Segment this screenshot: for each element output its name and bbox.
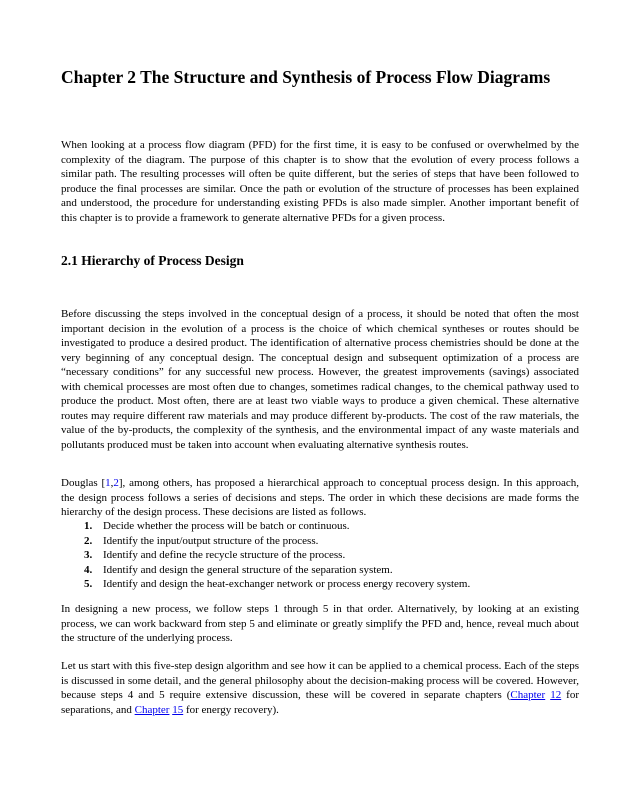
chapter-title: Chapter 2 The Structure and Synthesis of Process Flow Diagrams [61,67,551,87]
paragraph-douglas-hierarchy [61,476,579,520]
paragraph-text: Douglas [ [61,477,106,489]
list-item [61,519,579,534]
list-item-text: Identify and design the heat-exchanger network or process energy recovery system. [103,578,471,590]
list-item-number: 1. [84,520,93,532]
list-item [61,534,579,549]
list-item-text: Identify and define the recycle structure of the process. [103,549,346,561]
list-item-number: 5. [84,578,93,590]
chapter-12-number-link[interactable]: 12 [550,689,562,701]
chapter-12-word-link[interactable]: Chapter [510,689,546,701]
chapter-15-word-link[interactable]: Chapter [134,703,170,716]
paragraph-choice-of-route: Before discussing the steps involved in the conceptual design of a process, it should be noted that often the most important decision in the evolution of a process is the choice of which chemical syntheses or routes should be investigated to produce a desired product. The identification of alternative process chemistries should be done at the very beginning of any conceptual design. The conceptual design and subsequent optimization of a process are “necessary conditions” for any successful new process. However, the greatest improvements (savings) associated with chemical processes are most often due to changes, sometimes radical changes, to the chemical pathway used to produce the product. Most often, there are at least two viable ways to produce a given chemical. These alternative routes may require different raw materials and may produce different by-products. The cost of the raw materials, the value of the by-products, the complexity of the synthesis, and the environmental impact of any waste materials and pollutants produced must be taken into account when evaluating alternative synthesis routes. [61,308,579,451]
intro-paragraph: When looking at a process flow diagram (PFD) for the first time, it is easy to be confused or overwhelmed by the complexity of the diagram. The purpose of this chapter is to show that the evolution of every process follows a similar path. The resulting processes will often be quite different, but the series of steps that have been followed to produce the final processes are similar. Once the path or evolution of the structure of processes has been explained and understood, the procedure for understanding existing PFDs is also made simpler. Another important benefit of this chapter is to provide a framework to generate alternative PFDs for a given process. [61,139,579,224]
list-item-text: Identify and design the general structure of the separation system. [103,563,393,576]
citation-link-1[interactable]: 1 [105,477,111,489]
paragraph-five-step-algorithm [61,659,579,717]
paragraph-text: for separations, and [61,689,580,716]
paragraph-text: ], among others, has proposed a hierarchical approach to conceptual process design. In this approach, the design process follows a series of decisions and steps. The order in which these decisions are made forms the hierarchy of the design process. These decisions are listed as follows. [61,477,579,518]
list-item-text: Identify the input/output structure of the process. [103,534,319,547]
paragraph-design-order: In designing a new process, we follow steps 1 through 5 in that order. Alternatively, by looking at an existing process, we can work backward from step 5 and eliminate or greatly simplify the PFD and, hence, reveal much about the structure of the underlying process. [61,603,579,644]
list-item-number: 4. [84,563,93,576]
section-title: 2.1 Hierarchy of Process Design [61,253,244,268]
paragraph-text: for energy recovery). [183,703,279,716]
list-item [61,563,579,578]
list-item-text: Decide whether the process will be batch or continuous. [103,520,350,532]
citation-link-2[interactable]: 2 [113,477,119,489]
paragraph-text: Let us start with this five-step design algorithm and see how it can be applied to a chemical process. Each of the steps is discussed in some detail, and the general philosophy about the decision-making process will be covered. However, because steps 4 and 5 require extensive discussion, these will be covered in separate chapters ( [61,660,579,701]
citation-separator: , [110,477,114,489]
chapter-15-number-link[interactable]: 15 [172,703,184,716]
list-item-number: 3. [84,549,93,561]
list-item [61,577,579,592]
list-item-number: 2. [84,534,93,547]
list-item [61,548,579,563]
design-steps-list [61,519,579,592]
